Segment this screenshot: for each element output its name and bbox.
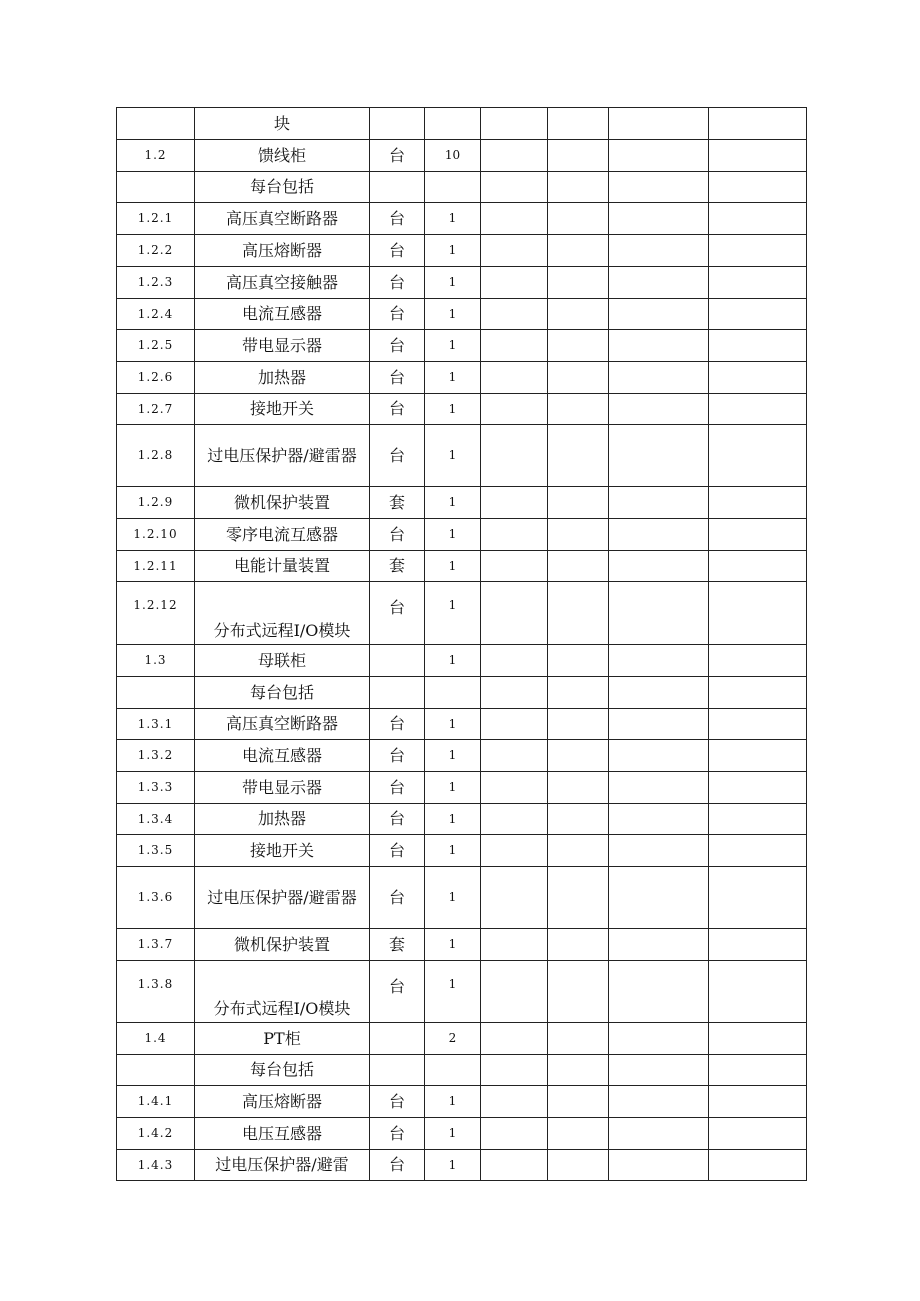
cell-blank (481, 804, 548, 835)
cell-no: 1.2.8 (117, 425, 195, 487)
cell-blank (609, 1118, 709, 1150)
cell-qty: 10 (425, 140, 481, 172)
cell-qty: 1 (425, 709, 481, 740)
cell-unit (370, 1023, 425, 1055)
cell-qty: 1 (425, 425, 481, 487)
cell-blank (709, 362, 807, 394)
cell-unit: 台 (370, 519, 425, 551)
cell-blank (548, 519, 609, 551)
cell-no: 1.3.4 (117, 804, 195, 835)
cell-blank (709, 1023, 807, 1055)
cell-blank (609, 425, 709, 487)
cell-blank (548, 394, 609, 425)
cell-blank (609, 835, 709, 867)
cell-blank (709, 267, 807, 299)
cell-blank (609, 804, 709, 835)
cell-blank (609, 867, 709, 929)
cell-blank (481, 1118, 548, 1150)
cell-blank (609, 772, 709, 804)
cell-blank (481, 267, 548, 299)
cell-qty: 1 (425, 235, 481, 267)
cell-blank (709, 551, 807, 582)
cell-blank (548, 140, 609, 172)
cell-qty (425, 172, 481, 203)
cell-blank (481, 677, 548, 709)
cell-unit: 台 (370, 330, 425, 362)
cell-unit: 套 (370, 551, 425, 582)
cell-blank (709, 172, 807, 203)
cell-unit (370, 172, 425, 203)
cell-unit (370, 677, 425, 709)
cell-qty: 1 (425, 929, 481, 961)
cell-unit: 台 (370, 961, 425, 1023)
cell-name: 电压互感器 (195, 1118, 370, 1150)
cell-blank (548, 1055, 609, 1086)
cell-no (117, 172, 195, 203)
cell-blank (481, 582, 548, 645)
cell-blank (609, 582, 709, 645)
cell-blank (609, 1055, 709, 1086)
cell-name: 高压熔断器 (195, 1086, 370, 1118)
cell-name: 过电压保护器/避雷器 (195, 867, 370, 929)
cell-name: 分布式远程I/O模块 (195, 961, 370, 1023)
cell-blank (609, 929, 709, 961)
table-row (117, 835, 807, 867)
cell-blank (548, 330, 609, 362)
cell-no: 1.2.1 (117, 203, 195, 235)
table-row (117, 330, 807, 362)
cell-name: 馈线柜 (195, 140, 370, 172)
cell-blank (609, 299, 709, 330)
cell-blank (609, 203, 709, 235)
cell-blank (481, 961, 548, 1023)
cell-blank (609, 394, 709, 425)
cell-blank (709, 108, 807, 140)
table-row (117, 929, 807, 961)
cell-blank (548, 203, 609, 235)
cell-blank (609, 362, 709, 394)
cell-blank (548, 1150, 609, 1181)
cell-no: 1.2.3 (117, 267, 195, 299)
cell-qty: 1 (425, 867, 481, 929)
table-row (117, 1023, 807, 1055)
cell-blank (481, 172, 548, 203)
cell-blank (609, 487, 709, 519)
table-row (117, 867, 807, 929)
cell-blank (709, 394, 807, 425)
cell-name: 块 (195, 108, 370, 140)
cell-unit: 台 (370, 140, 425, 172)
cell-blank (548, 804, 609, 835)
cell-qty: 1 (425, 645, 481, 677)
cell-name: 每台包括 (195, 172, 370, 203)
cell-blank (709, 804, 807, 835)
cell-blank (481, 425, 548, 487)
cell-no: 1.4 (117, 1023, 195, 1055)
cell-name: 接地开关 (195, 835, 370, 867)
cell-blank (548, 645, 609, 677)
cell-name: 微机保护装置 (195, 487, 370, 519)
cell-no: 1.3.5 (117, 835, 195, 867)
table-row (117, 804, 807, 835)
cell-blank (548, 551, 609, 582)
cell-unit: 台 (370, 299, 425, 330)
cell-unit: 台 (370, 867, 425, 929)
cell-blank (548, 835, 609, 867)
cell-blank (609, 1023, 709, 1055)
cell-no: 1.4.3 (117, 1150, 195, 1181)
cell-blank (481, 487, 548, 519)
cell-name: 过电压保护器/避雷器 (195, 425, 370, 487)
cell-no: 1.4.2 (117, 1118, 195, 1150)
cell-blank (609, 1150, 709, 1181)
table-row (117, 394, 807, 425)
cell-no (117, 677, 195, 709)
cell-blank (481, 519, 548, 551)
cell-no: 1.2.10 (117, 519, 195, 551)
cell-blank (548, 867, 609, 929)
cell-blank (481, 299, 548, 330)
equipment-table (116, 107, 807, 1181)
cell-blank (481, 740, 548, 772)
cell-blank (609, 172, 709, 203)
cell-blank (481, 394, 548, 425)
cell-blank (609, 108, 709, 140)
cell-blank (481, 645, 548, 677)
cell-name: 微机保护装置 (195, 929, 370, 961)
cell-blank (481, 1150, 548, 1181)
cell-blank (548, 487, 609, 519)
cell-qty: 1 (425, 1150, 481, 1181)
cell-qty: 1 (425, 394, 481, 425)
table-row (117, 299, 807, 330)
cell-name: 带电显示器 (195, 330, 370, 362)
cell-blank (481, 772, 548, 804)
cell-blank (548, 108, 609, 140)
cell-name: 高压真空断路器 (195, 203, 370, 235)
cell-blank (609, 709, 709, 740)
cell-no: 1.3 (117, 645, 195, 677)
table-row (117, 740, 807, 772)
cell-name: 零序电流互感器 (195, 519, 370, 551)
cell-qty: 1 (425, 487, 481, 519)
cell-name: 电能计量装置 (195, 551, 370, 582)
cell-name: 电流互感器 (195, 299, 370, 330)
cell-no: 1.4.1 (117, 1086, 195, 1118)
cell-blank (709, 235, 807, 267)
cell-unit: 套 (370, 487, 425, 519)
cell-blank (481, 867, 548, 929)
cell-name: 母联柜 (195, 645, 370, 677)
cell-blank (481, 709, 548, 740)
cell-blank (709, 582, 807, 645)
cell-blank (709, 740, 807, 772)
cell-blank (709, 1118, 807, 1150)
cell-unit: 台 (370, 362, 425, 394)
cell-blank (709, 867, 807, 929)
table-row (117, 108, 807, 140)
cell-name: 接地开关 (195, 394, 370, 425)
cell-blank (709, 487, 807, 519)
cell-blank (709, 645, 807, 677)
cell-blank (709, 929, 807, 961)
table-row (117, 677, 807, 709)
cell-no: 1.2.6 (117, 362, 195, 394)
cell-blank (548, 235, 609, 267)
cell-qty: 1 (425, 1086, 481, 1118)
cell-unit: 台 (370, 394, 425, 425)
cell-blank (709, 835, 807, 867)
cell-no: 1.3.7 (117, 929, 195, 961)
cell-qty: 1 (425, 267, 481, 299)
cell-blank (481, 362, 548, 394)
cell-blank (481, 1055, 548, 1086)
cell-blank (709, 140, 807, 172)
cell-blank (481, 929, 548, 961)
cell-qty (425, 108, 481, 140)
cell-blank (709, 519, 807, 551)
cell-blank (548, 772, 609, 804)
cell-name: 每台包括 (195, 677, 370, 709)
cell-blank (481, 551, 548, 582)
cell-unit: 台 (370, 1086, 425, 1118)
cell-name: 带电显示器 (195, 772, 370, 804)
cell-blank (709, 203, 807, 235)
cell-unit: 台 (370, 582, 425, 645)
cell-no: 1.3.8 (117, 961, 195, 1023)
cell-name: 分布式远程I/O模块 (195, 582, 370, 645)
table-row (117, 709, 807, 740)
table-row (117, 582, 807, 645)
cell-unit (370, 1055, 425, 1086)
cell-blank (609, 330, 709, 362)
cell-unit: 台 (370, 709, 425, 740)
cell-qty: 1 (425, 519, 481, 551)
table-row (117, 172, 807, 203)
cell-qty: 1 (425, 362, 481, 394)
cell-blank (548, 172, 609, 203)
cell-blank (481, 1086, 548, 1118)
cell-blank (481, 108, 548, 140)
cell-unit: 台 (370, 1150, 425, 1181)
table-row (117, 267, 807, 299)
cell-qty: 1 (425, 299, 481, 330)
cell-unit: 台 (370, 835, 425, 867)
cell-qty: 1 (425, 203, 481, 235)
cell-name: 过电压保护器/避雷 (195, 1150, 370, 1181)
cell-blank (548, 709, 609, 740)
cell-blank (609, 961, 709, 1023)
table-row (117, 203, 807, 235)
cell-blank (709, 299, 807, 330)
cell-blank (609, 140, 709, 172)
cell-blank (548, 1023, 609, 1055)
cell-blank (548, 362, 609, 394)
cell-blank (481, 330, 548, 362)
cell-qty: 1 (425, 961, 481, 1023)
cell-qty: 1 (425, 740, 481, 772)
cell-name: 高压真空接触器 (195, 267, 370, 299)
cell-blank (709, 961, 807, 1023)
cell-blank (548, 740, 609, 772)
cell-name: 加热器 (195, 362, 370, 394)
cell-no: 1.2.4 (117, 299, 195, 330)
table-row (117, 551, 807, 582)
cell-name: PT柜 (195, 1023, 370, 1055)
table-row (117, 235, 807, 267)
cell-unit: 台 (370, 203, 425, 235)
cell-blank (609, 677, 709, 709)
cell-blank (709, 709, 807, 740)
cell-blank (481, 835, 548, 867)
cell-name: 每台包括 (195, 1055, 370, 1086)
cell-blank (548, 1086, 609, 1118)
cell-blank (609, 645, 709, 677)
cell-blank (709, 677, 807, 709)
cell-blank (548, 299, 609, 330)
equipment-table-body (117, 108, 807, 1181)
cell-no: 1.3.2 (117, 740, 195, 772)
cell-no: 1.2.2 (117, 235, 195, 267)
cell-no: 1.2.9 (117, 487, 195, 519)
cell-qty: 1 (425, 582, 481, 645)
cell-unit: 台 (370, 425, 425, 487)
table-row (117, 961, 807, 1023)
cell-qty: 1 (425, 551, 481, 582)
cell-no (117, 108, 195, 140)
cell-qty (425, 1055, 481, 1086)
table-row (117, 1118, 807, 1150)
cell-blank (548, 1118, 609, 1150)
cell-blank (548, 267, 609, 299)
cell-blank (548, 425, 609, 487)
table-row (117, 140, 807, 172)
table-row (117, 772, 807, 804)
table-row (117, 1086, 807, 1118)
cell-no: 1.2.5 (117, 330, 195, 362)
table-row (117, 487, 807, 519)
table-row (117, 425, 807, 487)
cell-qty: 2 (425, 1023, 481, 1055)
cell-blank (609, 1086, 709, 1118)
cell-blank (481, 140, 548, 172)
cell-unit: 套 (370, 929, 425, 961)
cell-blank (609, 235, 709, 267)
cell-no: 1.3.6 (117, 867, 195, 929)
cell-blank (548, 961, 609, 1023)
cell-blank (481, 203, 548, 235)
cell-name: 高压真空断路器 (195, 709, 370, 740)
cell-unit: 台 (370, 804, 425, 835)
cell-blank (609, 551, 709, 582)
cell-unit: 台 (370, 772, 425, 804)
cell-no: 1.2.7 (117, 394, 195, 425)
cell-qty: 1 (425, 804, 481, 835)
table-row (117, 1055, 807, 1086)
cell-no: 1.3.3 (117, 772, 195, 804)
cell-blank (481, 1023, 548, 1055)
table-row (117, 1150, 807, 1181)
cell-qty: 1 (425, 1118, 481, 1150)
table-row (117, 362, 807, 394)
cell-blank (609, 519, 709, 551)
cell-blank (709, 772, 807, 804)
cell-no: 1.2 (117, 140, 195, 172)
cell-blank (548, 677, 609, 709)
cell-name: 电流互感器 (195, 740, 370, 772)
cell-blank (609, 740, 709, 772)
cell-qty (425, 677, 481, 709)
cell-name: 高压熔断器 (195, 235, 370, 267)
cell-no: 1.2.11 (117, 551, 195, 582)
cell-blank (709, 425, 807, 487)
cell-no: 1.2.12 (117, 582, 195, 645)
table-row (117, 519, 807, 551)
cell-blank (481, 235, 548, 267)
cell-unit: 台 (370, 1118, 425, 1150)
cell-no (117, 1055, 195, 1086)
cell-unit: 台 (370, 740, 425, 772)
table-row (117, 645, 807, 677)
cell-unit: 台 (370, 235, 425, 267)
cell-unit (370, 108, 425, 140)
cell-blank (548, 582, 609, 645)
cell-blank (548, 929, 609, 961)
cell-blank (609, 267, 709, 299)
cell-blank (709, 1150, 807, 1181)
cell-no: 1.3.1 (117, 709, 195, 740)
cell-blank (709, 1055, 807, 1086)
cell-qty: 1 (425, 835, 481, 867)
cell-unit: 台 (370, 267, 425, 299)
cell-qty: 1 (425, 772, 481, 804)
cell-blank (709, 1086, 807, 1118)
cell-blank (709, 330, 807, 362)
cell-name: 加热器 (195, 804, 370, 835)
cell-qty: 1 (425, 330, 481, 362)
cell-unit (370, 645, 425, 677)
